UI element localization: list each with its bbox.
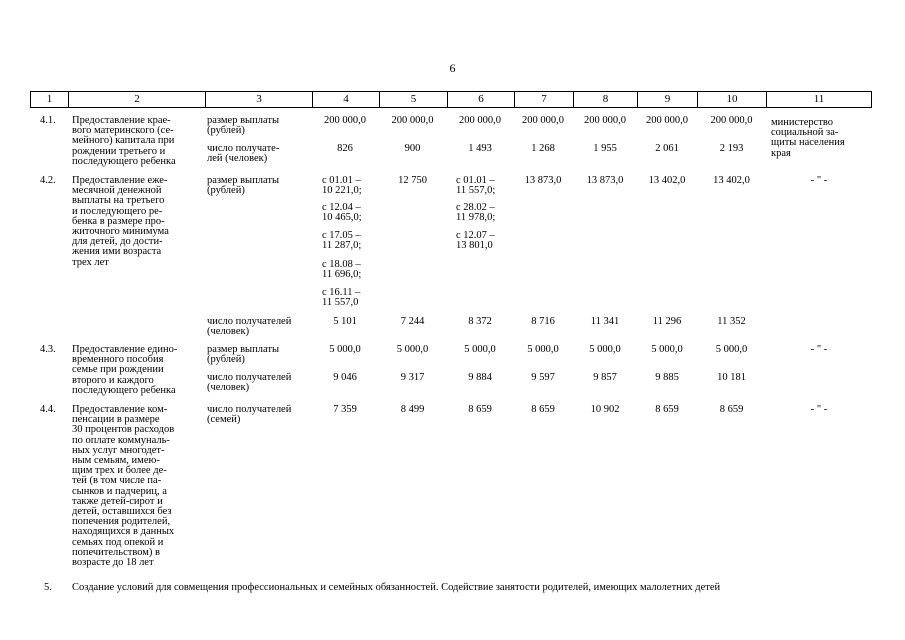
value-cell: 9 317: [400, 372, 425, 383]
value-cell: 200 000,0: [646, 115, 688, 126]
value-cell: 2 061: [655, 143, 679, 154]
value-cell: 1 955: [593, 143, 617, 154]
value-cell: 8 716: [531, 316, 555, 327]
row-number: 4.1.: [40, 115, 56, 126]
row-name: Предоставление ком- пенсации в размере 30 процентов расходов по оплате коммуналь- ных услуг многодет- ным семьям, имею- щим трех и более де- тей (в том числе па- сынков и падчериц, а также детей-сирот и детей, оставшихся без попечения родителей, находящихся в данных семьях под опекой и попечительством) в возрасте до 18 лет: [72, 404, 175, 569]
section-title: Создание условий для совмещения профессиональных и семейных обязанностей. Содействие занятости родителей, имеющих малолетних детей: [72, 582, 721, 593]
value-cell: 9 046: [333, 372, 357, 383]
value-cell: 1 493: [468, 143, 492, 154]
indicator-recipients-families: число получателей (семей): [207, 404, 292, 426]
value-cell: 5 101: [333, 316, 357, 327]
row-number: 4.4.: [40, 404, 56, 415]
row-name: Предоставление едино- временного пособия семье при рождении второго и каждого последующего ребенка: [72, 344, 178, 396]
value-cell: 9 857: [593, 372, 617, 383]
value-cell: 8 659: [531, 404, 555, 415]
value-cell: 5 000,0: [589, 344, 621, 355]
value-cell: 5 000,0: [651, 344, 683, 355]
column-header-8: 8: [574, 92, 638, 107]
value-period: с 28.02 – 11 978,0;: [456, 202, 496, 224]
value-cell: 13 402,0: [648, 175, 686, 186]
column-header-9: 9: [638, 92, 698, 107]
executor: - " -: [810, 175, 828, 186]
value-cell: 200 000,0: [459, 115, 501, 126]
row-number: 4.2.: [40, 175, 56, 186]
value-cell: 9 885: [655, 372, 679, 383]
value-cell: 8 659: [655, 404, 679, 415]
value-cell: 826: [337, 143, 353, 154]
value-cell: 200 000,0: [522, 115, 564, 126]
table-header-row: [30, 91, 872, 108]
value-cell: 5 000,0: [527, 344, 559, 355]
column-header-6: 6: [448, 92, 515, 107]
value-cell: 900: [404, 143, 421, 154]
value-cell: 11 296: [652, 316, 682, 327]
indicator-recipients: число получателей (человек): [207, 372, 292, 394]
value-period: с 01.01 – 11 557,0;: [456, 175, 496, 197]
value-cell: 12 750: [398, 175, 427, 186]
value-cell: 200 000,0: [710, 115, 753, 126]
value-cell: 2 193: [719, 143, 744, 154]
executor: - " -: [810, 344, 828, 355]
indicator-recipients: число получателей (человек): [207, 316, 292, 338]
column-header-4: 4: [313, 92, 380, 107]
value-cell: 8 499: [400, 404, 425, 415]
value-cell: 13 873,0: [586, 175, 624, 186]
value-cell: 10 181: [717, 372, 746, 383]
page-number: 6: [449, 61, 456, 75]
value-cell: 7 244: [400, 316, 425, 327]
column-header-5: 5: [380, 92, 448, 107]
value-cell: 11 341: [590, 316, 620, 327]
value-cell: 9 884: [468, 372, 492, 383]
row-number: 5.: [44, 582, 52, 593]
row-name: Предоставление крае- вого материнского (се- мейного) капитала при рождении третьего и последующего ребенка: [72, 115, 176, 167]
indicator-payment-size: размер выплаты (рублей): [207, 115, 279, 137]
value-cell: 7 359: [333, 404, 357, 415]
value-period: с 12.07 – 13 801,0: [456, 230, 495, 252]
value-cell: 1 268: [531, 143, 555, 154]
value-cell: 5 000,0: [396, 344, 429, 355]
value-period: с 12.04 – 10 465,0;: [322, 202, 362, 224]
value-cell: 200 000,0: [584, 115, 626, 126]
column-header-7: 7: [515, 92, 574, 107]
value-cell: 200 000,0: [324, 115, 366, 126]
value-cell: 5 000,0: [464, 344, 496, 355]
row-name: Предоставление еже- месячной денежной выплаты на третьего и последующего ре- бенка в размере про- житочного минимума для детей, до дости- жения ими возраста трех лет: [72, 175, 169, 268]
value-cell: 8 659: [719, 404, 744, 415]
value-cell: 13 402,0: [713, 175, 750, 186]
column-header-1: 1: [31, 92, 69, 107]
column-header-3: 3: [206, 92, 313, 107]
value-cell: 10 902: [590, 404, 620, 415]
value-period: с 16.11 – 11 557,0: [322, 287, 361, 309]
column-header-2: 2: [69, 92, 206, 107]
value-cell: 11 352: [717, 316, 746, 327]
value-cell: 5 000,0: [715, 344, 748, 355]
value-cell: 5 000,0: [329, 344, 361, 355]
value-cell: 200 000,0: [391, 115, 434, 126]
column-header-10: 10: [698, 92, 767, 107]
value-cell: 8 659: [468, 404, 492, 415]
value-cell: 9 597: [531, 372, 555, 383]
value-period: с 18.08 – 11 696,0;: [322, 259, 362, 281]
value-cell: 13 873,0: [524, 175, 562, 186]
value-period: с 01.01 – 10 221,0;: [322, 175, 362, 197]
executor: министерство социальной за- щиты населения края: [771, 117, 845, 159]
executor: - " -: [810, 404, 828, 415]
indicator-payment-size: размер выплаты (рублей): [207, 344, 279, 366]
indicator-recipients: число получате- лей (человек): [207, 143, 280, 165]
indicator-payment-size: размер выплаты (рублей): [207, 175, 279, 197]
value-period: с 17.05 – 11 287,0;: [322, 230, 362, 252]
row-number: 4.3.: [40, 344, 56, 355]
column-header-11: 11: [813, 93, 825, 105]
value-cell: 8 372: [468, 316, 492, 327]
